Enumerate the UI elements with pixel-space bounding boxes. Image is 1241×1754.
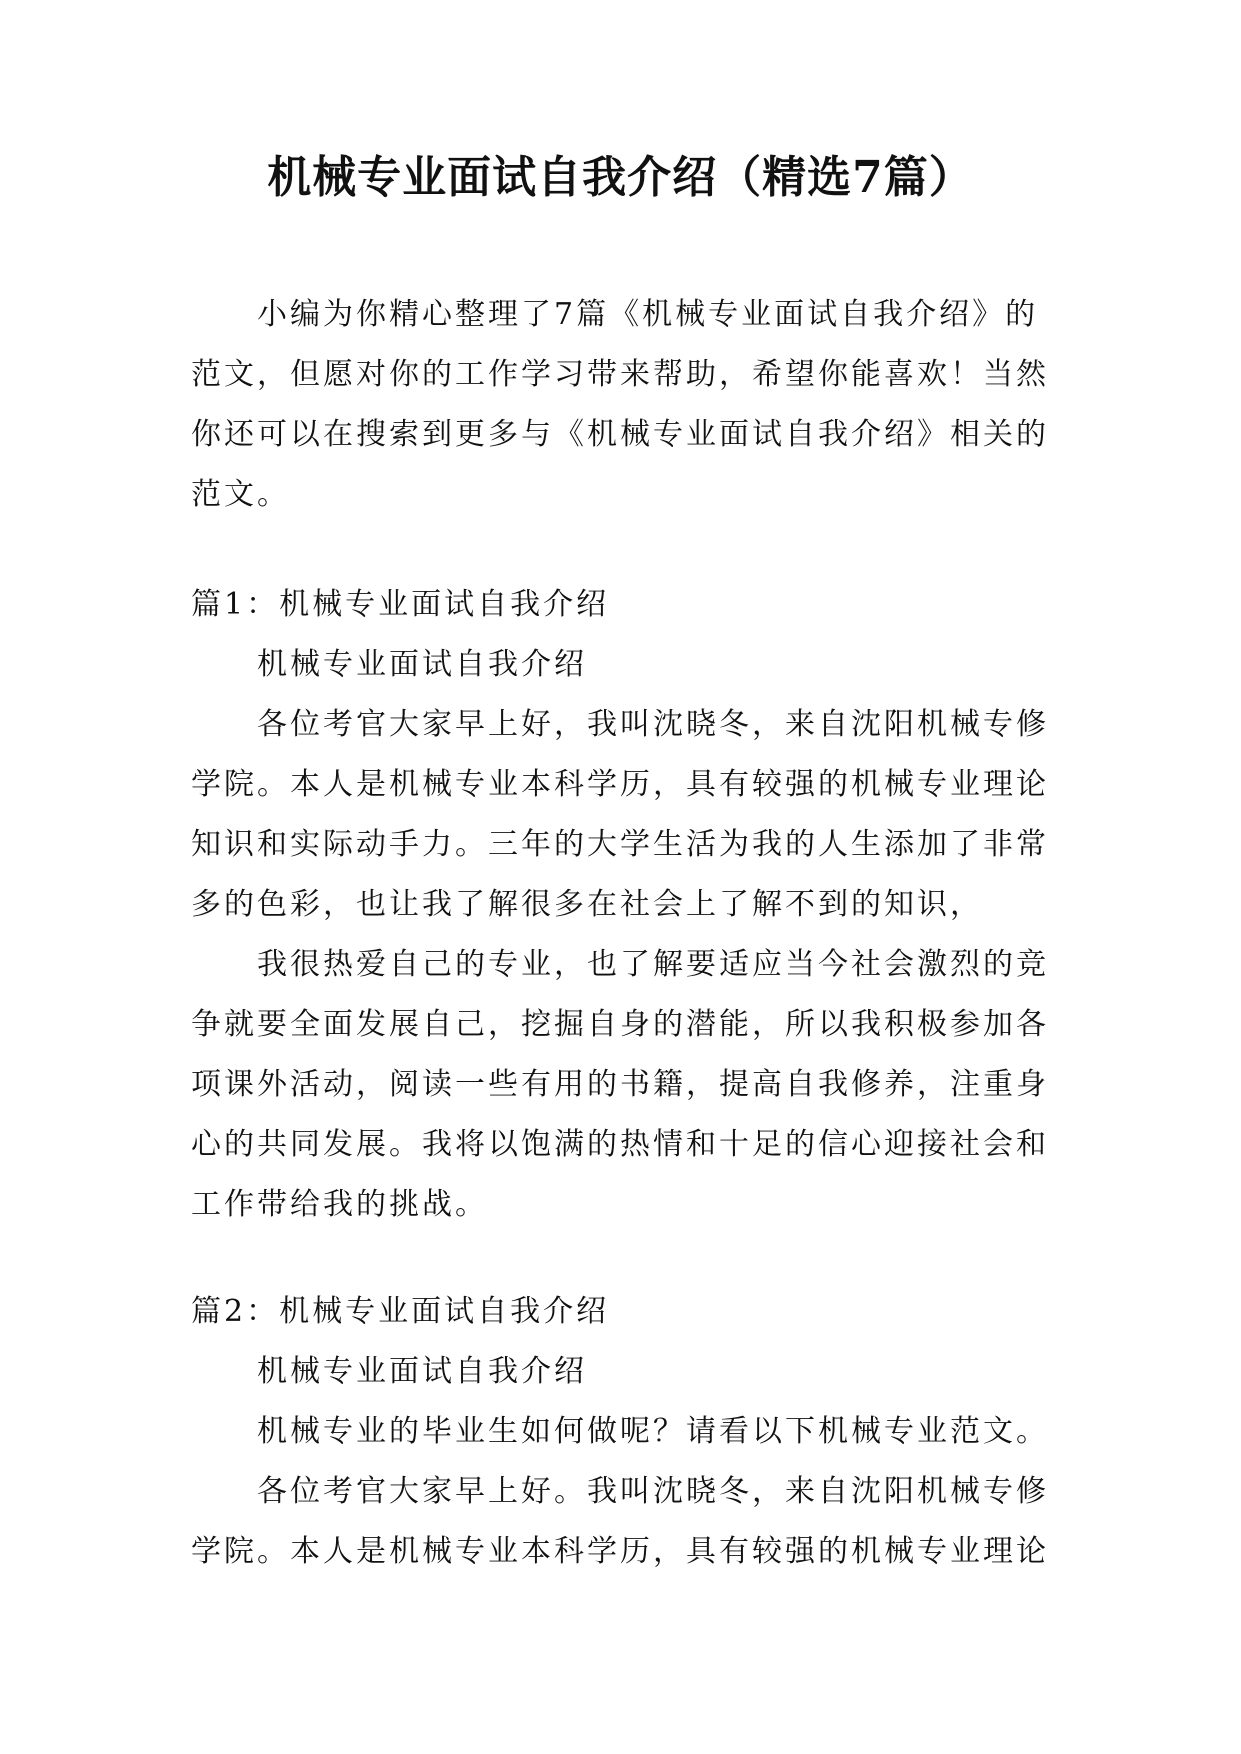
- section-subtitle: 机械专业面试自我介绍: [257, 1354, 587, 1389]
- section-paragraph: 各位考官大家早上好，我叫沈晓冬，来自沈阳机械专修学院。本人是机械专业本科学历，具有较强的机械专业理论知识和实际动手力。三年的大学生活为我的人生添加了非常多的色彩，也让我了解很多在社会上了解不到的知识，: [191, 707, 1049, 922]
- section-paragraph: 各位考官大家早上好。我叫沈晓冬，来自沈阳机械专修学院。本人是机械专业本科学历，具有较强的机械专业理论: [191, 1474, 1049, 1569]
- section-heading: 篇1：机械专业面试自我介绍: [191, 587, 610, 622]
- intro-paragraph: 小编为你精心整理了7篇《机械专业面试自我介绍》的范文，但愿对你的工作学习带来帮助，希望你能喜欢！当然你还可以在搜索到更多与《机械专业面试自我介绍》相关的范文。: [191, 297, 1049, 512]
- section-2: [191, 1282, 1061, 1582]
- section-heading: 篇2：机械专业面试自我介绍: [191, 1294, 610, 1329]
- section-paragraph: 机械专业的毕业生如何做呢？请看以下机械专业范文。: [257, 1414, 1049, 1449]
- section-subtitle: 机械专业面试自我介绍: [257, 647, 587, 682]
- section-paragraph: 我很热爱自己的专业，也了解要适应当今社会激烈的竞争就要全面发展自己，挖掘自身的潜能，所以我积极参加各项课外活动，阅读一些有用的书籍，提高自我修养，注重身心的共同发展。我将以饱满的热情和十足的信心迎接社会和工作带给我的挑战。: [191, 947, 1049, 1222]
- document-title: 机械专业面试自我介绍（精选7篇）: [267, 152, 974, 203]
- section-1: [191, 575, 1061, 1235]
